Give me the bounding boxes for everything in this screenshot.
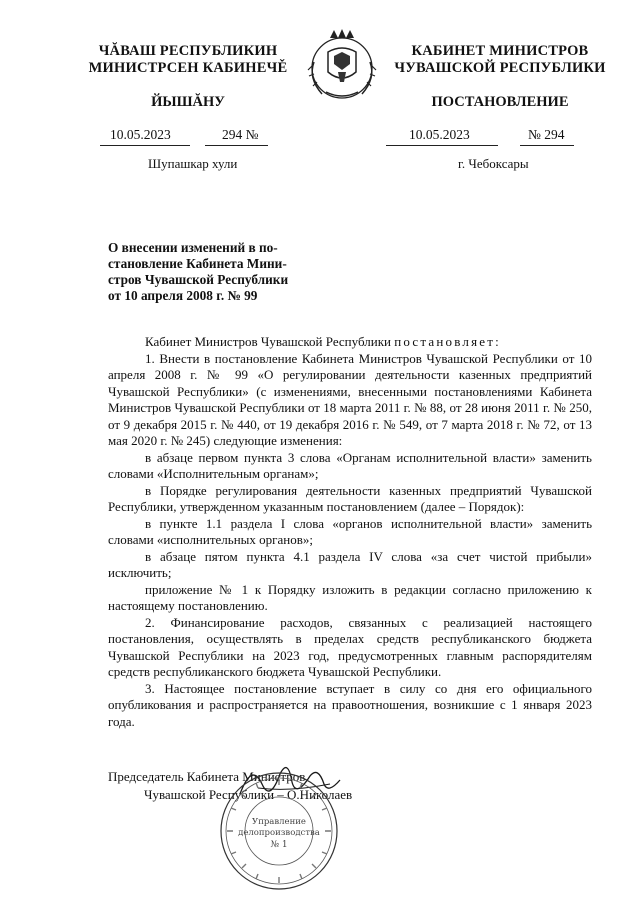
header-left-org-line2: МИНИСТРСЕН КАБИНЕЧĚ bbox=[88, 60, 288, 76]
header-right-org bbox=[384, 43, 616, 77]
body-paragraph: в пункте 1.1 раздела I слова «органов исполнительной власти» заменить словами «исполнительных органов»; bbox=[108, 515, 592, 547]
stamp-line-2: делопроизводства bbox=[238, 828, 320, 838]
header-left-org-line1: ЧĂВАШ РЕСПУБЛИКИН bbox=[98, 43, 278, 59]
right-date-underline bbox=[386, 145, 498, 146]
body-paragraph: приложение № 1 к Порядку изложить в редакции согласно приложению к настоящему постановлению. bbox=[108, 581, 592, 613]
left-doc-type: ЙЫШĂНУ bbox=[151, 94, 225, 110]
title-line-1: О внесении изменений в по- bbox=[108, 240, 278, 255]
header-left-org bbox=[72, 43, 304, 77]
header-right-org-line1: КАБИНЕТ МИНИСТРОВ bbox=[411, 43, 589, 59]
left-date-underline bbox=[100, 145, 190, 146]
body-paragraph: 2. Финансирование расходов, связанных с реализацией настоящего постановления, осуществлять в пределах средств республиканского бюджета Чувашской Республики на 2023 год, предусмотренных главным распорядителям средств республиканского бюджета Чувашской Республики. bbox=[108, 614, 592, 679]
right-number-underline bbox=[520, 145, 574, 146]
coat-of-arms-emblem bbox=[300, 26, 384, 102]
intro-paragraph bbox=[108, 334, 592, 351]
body-paragraph: в абзаце первом пункта 3 слова «Органам исполнительной власти» заменить словами «Исполнительным органам»; bbox=[108, 449, 592, 481]
official-round-stamp bbox=[218, 770, 340, 892]
right-doc-type: ПОСТАНОВЛЕНИЕ bbox=[431, 94, 569, 110]
body-paragraph: в Порядке регулирования деятельности казенных предприятий Чувашской Республики, утвержденном указанным постановлением (далее – Порядок): bbox=[108, 482, 592, 514]
body-paragraph: 3. Настоящее постановление вступает в силу со дня его официального опубликования и распространяется на правоотношения, возникшие с 1 января 2023 года. bbox=[108, 680, 592, 729]
title-line-4: от 10 апреля 2008 г. № 99 bbox=[108, 288, 258, 303]
signature-line-2: Чувашской Республики – О.Николаев bbox=[144, 787, 353, 802]
signature-line-1: Председатель Кабинета Министров bbox=[108, 769, 306, 784]
document-body bbox=[108, 334, 592, 730]
left-number: 294 № bbox=[222, 127, 259, 142]
right-place: г. Чебоксары bbox=[458, 156, 529, 171]
title-line-2: становление Кабинета Мини- bbox=[108, 256, 287, 271]
stamp-line-1: Управление bbox=[252, 817, 306, 827]
intro-verb: постановляет: bbox=[394, 334, 501, 349]
title-line-3: стров Чувашской Республики bbox=[108, 272, 289, 287]
right-number: № 294 bbox=[528, 127, 565, 142]
body-paragraph: 1. Внести в постановление Кабинета Министров Чувашской Республики от 10 апреля 2008 г. № 99 «О регулировании деятельности казенных предприятий Чувашской Республики» (с изменениями, внесенными постановлениями Кабинета Министров Чувашской Республики от 18 марта 2011 г. № 88, от 28 июня 2011 г. № 250, от 9 декабря 2015 г. № 440, от 19 декабря 2016 г. № 549, от 7 марта 2018 г. № 72, от 13 мая 2020 г. № 245) следующие изменения: bbox=[108, 350, 592, 448]
header-right-org-line2: ЧУВАШСКОЙ РЕСПУБЛИКИ bbox=[394, 60, 606, 76]
right-date: 10.05.2023 bbox=[409, 127, 470, 142]
left-number-underline bbox=[205, 145, 268, 146]
document-title bbox=[108, 240, 306, 304]
left-date: 10.05.2023 bbox=[110, 127, 171, 142]
left-place: Шупашкар хули bbox=[148, 156, 238, 171]
intro-prefix: Кабинет Министров Чувашской Республики bbox=[145, 334, 391, 349]
stamp-line-3: № 1 bbox=[270, 840, 288, 850]
body-paragraph: в абзаце пятом пункта 4.1 раздела IV слова «за счет чистой прибыли» исключить; bbox=[108, 548, 592, 580]
